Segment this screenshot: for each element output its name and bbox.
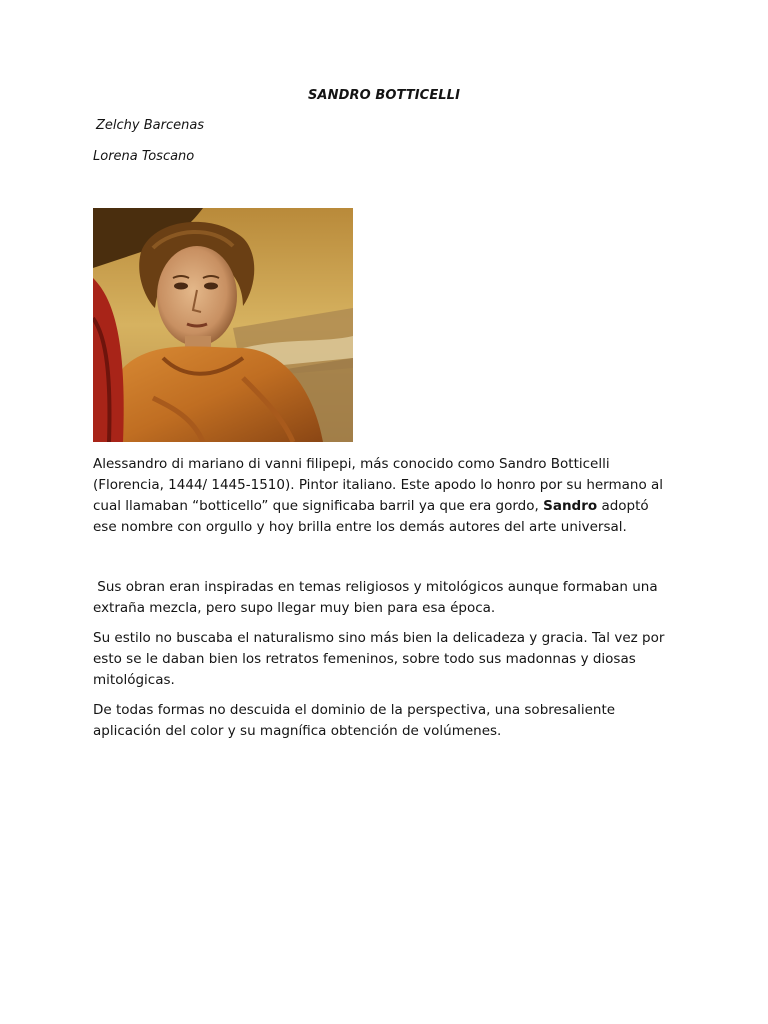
paragraph-text: adoptó ese nombre con orgullo y hoy brilla entre los demás autores del arte universal. <box>93 498 649 535</box>
paragraph: Sus obran eran inspiradas en temas religiosos y mitológicos aunque formaban una extraña mezcla, pero supo llegar muy bien para esa época. <box>93 579 662 616</box>
portrait-image <box>93 208 353 442</box>
paragraph <box>93 454 673 538</box>
author-name: Zelchy Barcenas <box>96 118 205 133</box>
bold-name: Sandro <box>543 498 598 514</box>
paragraph: Su estilo no buscaba el naturalismo sino más bien la delicadeza y gracia. Tal vez por esto se le daban bien los retratos femeninos, sobre todo sus madonnas y diosas mitológicas. <box>93 630 665 688</box>
paragraph-text: Alessandro di mariano di vanni filipepi, más conocido como Sandro Botticelli (Florencia, 1444/ 1445-1510). Pintor italiano. Este apodo lo honro por su hermano al cual llamaban “botticello” que significaba barril ya que era gordo, <box>93 456 664 514</box>
document-title: SANDRO BOTTICELLI <box>307 88 461 103</box>
author-name: Lorena Toscano <box>93 149 195 164</box>
paragraph: De todas formas no descuida el dominio de la perspectiva, una sobresaliente aplicación del color y su magnífica obtención de volúmenes. <box>93 702 616 739</box>
